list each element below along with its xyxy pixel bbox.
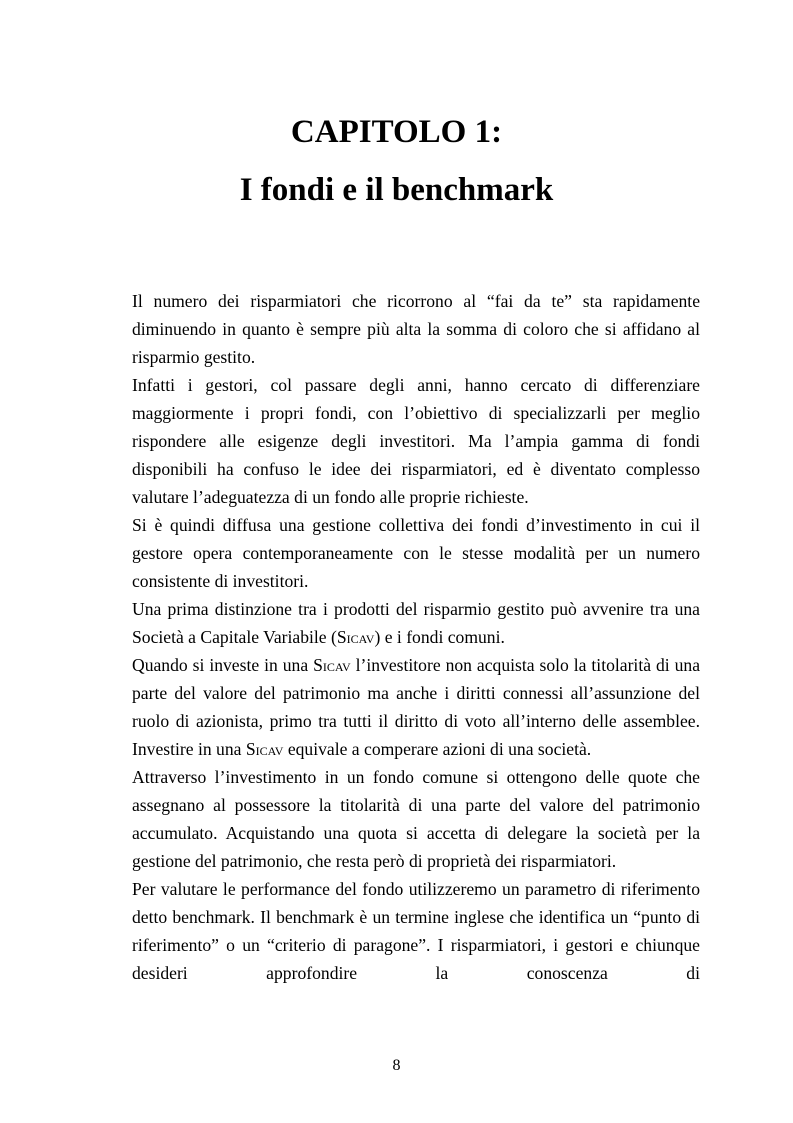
page-number: 8 [392,1057,401,1074]
chapter-title: I fondi e il benchmark [239,172,554,208]
text-run: ) e i fondi comuni. [374,627,505,647]
paragraph-gestione-collettiva [132,511,700,595]
text-run: Una prima distinzione tra i prodotti del risparmio gestito può avvenire tra una Società a Capitale Variabile ( [132,599,700,647]
paragraph-fondo-comune [132,763,700,875]
text-run: equivale a comperare azioni di una società. [283,739,592,759]
text-run: Quando si investe in una [132,655,314,675]
paragraph-benchmark [132,875,700,987]
sicav-term: Sicav [245,739,284,759]
text-run: Attraverso l’investimento in un fondo comune si ottengono delle quote che assegnano al possessore la titolarità di una parte del valore del patrimonio accumulato. Acquistando una quota si accetta di delegare la società per la gestione del patrimonio, che resta però di proprietà dei risparmiatori. [132,767,700,871]
chapter-label: CAPITOLO 1: [290,114,503,150]
paragraph-gestori [132,371,700,511]
text-run: Infatti i gestori, col passare degli anni, hanno cercato di differenziare maggiormente i propri fondi, con l’obiettivo di specializzarli per meglio rispondere alle esigenze degli investitori. Ma l’ampia gamma di fondi disponibili ha confuso le idee dei risparmiatori, ed è diventato complesso valutare l’adeguatezza di un fondo alle proprie richieste. [132,375,700,507]
sicav-term: Sicav [313,655,351,675]
paragraph-distinzione [132,595,700,651]
text-run: Per valutare le performance del fondo utilizzeremo un parametro di riferimento detto benchmark. Il benchmark è un termine inglese che identifica un “punto di riferimento” o un “criterio di paragone”. I risparmiatori, i gestori e chiunque desideri approfondire la conoscenza di [132,879,700,983]
text-run: Il numero dei risparmiatori che ricorrono al “fai da te” sta rapidamente diminuendo in quanto è sempre più alta la somma di coloro che si affidano al risparmio gestito. [132,291,700,367]
text-run: Si è quindi diffusa una gestione collettiva dei fondi d’investimento in cui il gestore opera contemporaneamente con le stesse modalità per un numero consistente di investitori. [132,515,700,591]
text-run: l’investitore non acquista solo la titolarità di una parte del valore del patrimonio ma anche i diritti connessi all’assunzione del ruolo di azionista, primo tra tutti il diritto di voto all’interno delle assemblee. Investire in una [132,655,700,759]
paragraph-intro [132,287,700,371]
sicav-term: Sicav [336,627,375,647]
body-text [132,287,700,987]
paragraph-sicav [132,651,700,763]
